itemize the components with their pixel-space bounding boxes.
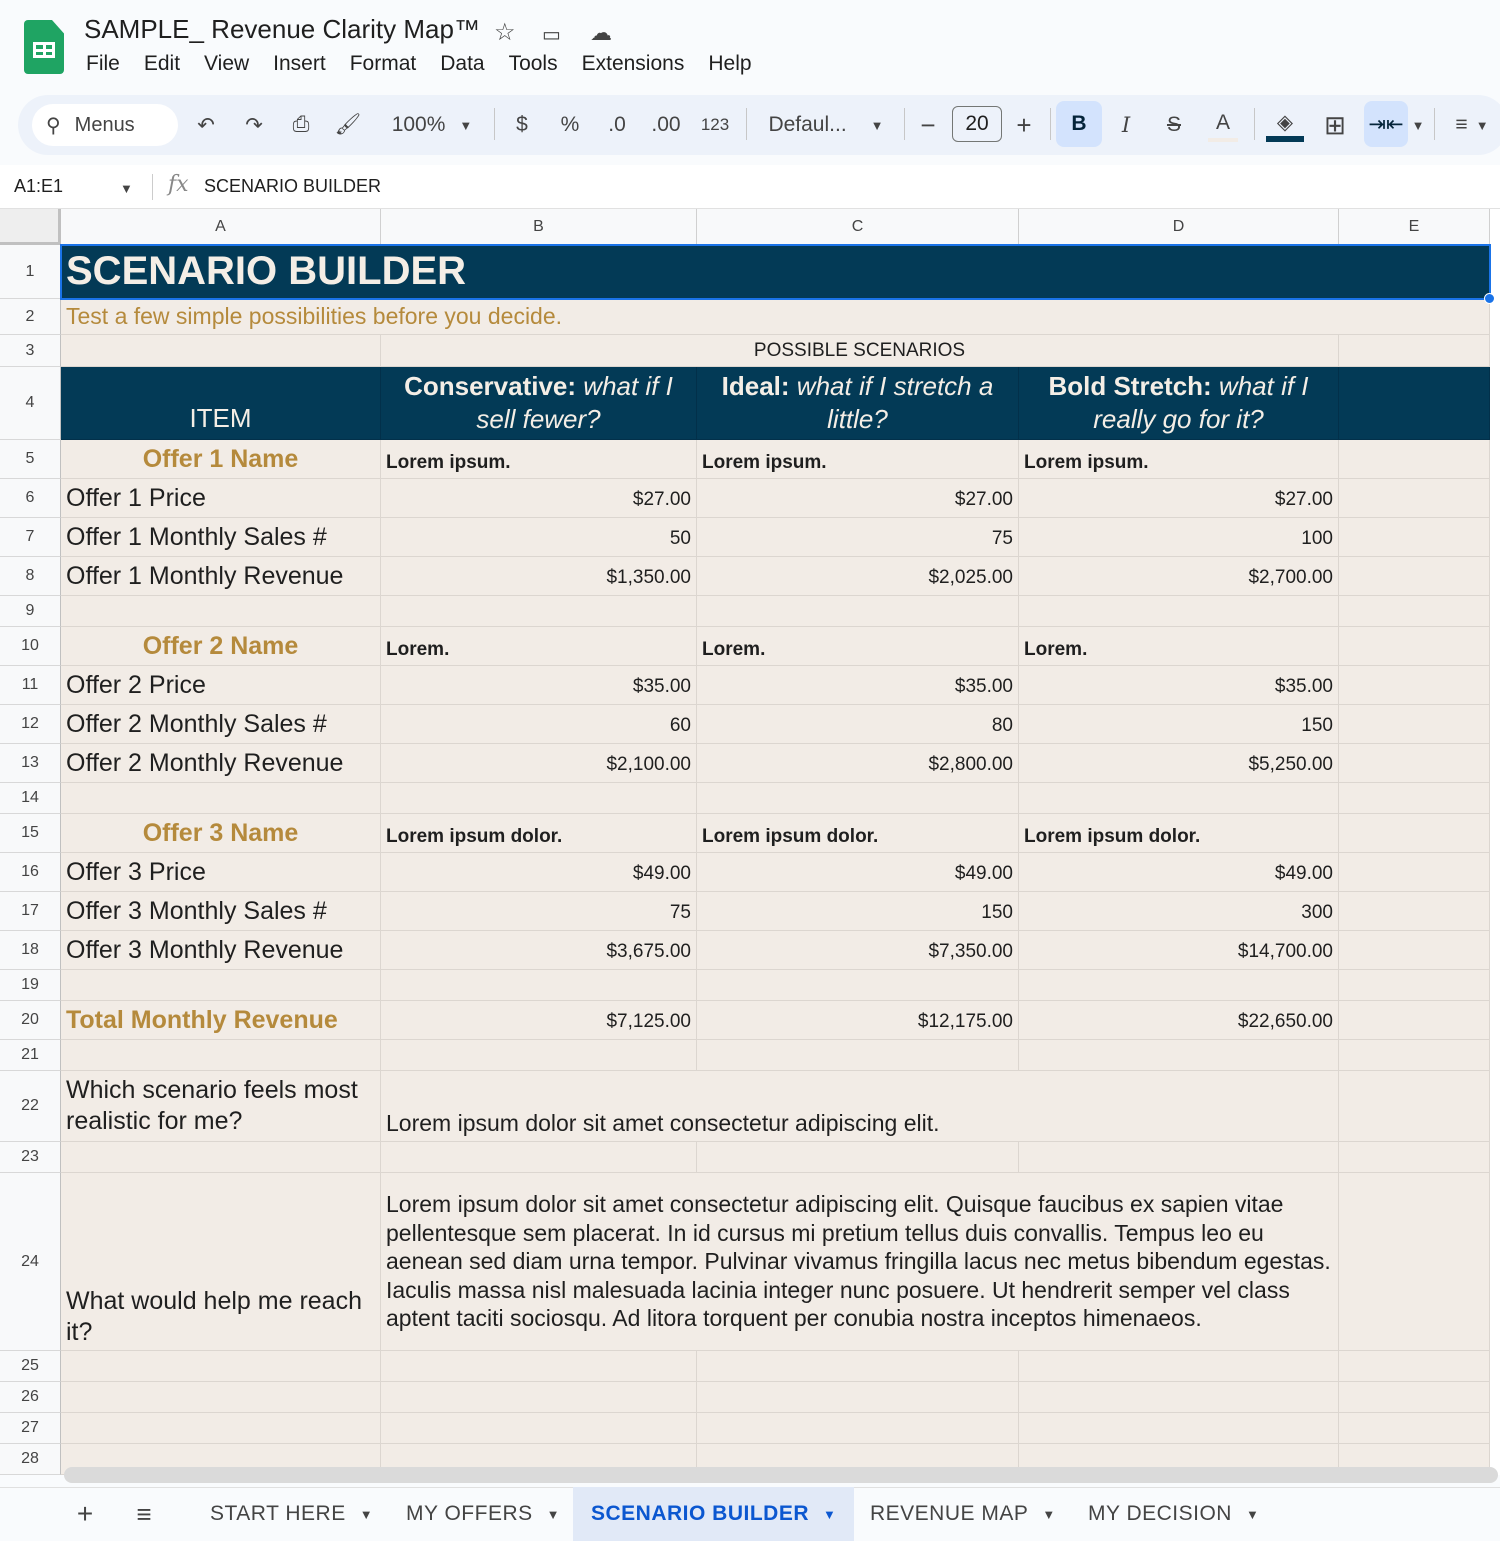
cell[interactable] [1019,1382,1339,1413]
cell[interactable] [381,783,697,814]
value-cell[interactable]: 60 [381,705,697,744]
offer-name-cell[interactable]: Lorem ipsum. [1019,440,1339,479]
merge-cells-icon[interactable]: ⇥⇤ [1364,101,1408,147]
row-label[interactable]: Offer 1 Name [61,440,381,479]
fill-handle[interactable] [1484,293,1495,304]
cell[interactable] [381,970,697,1001]
chevron-down-icon: ▼ [359,1506,374,1522]
scenario-question: what if I really go for it? [1093,371,1309,434]
value-cell[interactable]: $49.00 [697,853,1019,892]
chevron-down-icon[interactable]: ▼ [120,181,133,196]
tab-label: START HERE [210,1502,346,1525]
row-label[interactable]: Offer 3 Price [61,853,381,892]
divider [904,108,905,140]
font-select[interactable] [766,108,886,142]
increase-decimal-button[interactable]: .00 [651,113,681,136]
row-header[interactable]: 28 [0,1444,61,1475]
cloud-saved-icon[interactable]: ☁ [590,20,612,45]
cell[interactable] [381,1413,697,1444]
row-header[interactable]: 26 [0,1382,61,1413]
divider [1254,108,1255,140]
row-label[interactable]: Offer 3 Monthly Sales # [61,892,381,931]
row-header[interactable]: 10 [0,627,61,666]
redo-icon[interactable]: ↷ [245,113,263,137]
cell[interactable] [1339,705,1490,744]
row-header[interactable]: 17 [0,892,61,931]
value-cell[interactable]: 300 [1019,892,1339,931]
offer-name-cell[interactable]: Lorem. [697,627,1019,666]
offer-name-cell[interactable]: Lorem ipsum dolor. [1019,814,1339,853]
value-cell[interactable]: $2,700.00 [1019,557,1339,596]
chevron-down-icon: ▼ [1245,1506,1260,1522]
row-label[interactable]: Offer 3 Monthly Revenue [61,931,381,970]
scenario-question: what if I sell fewer? [476,371,673,434]
row-header[interactable]: 3 [0,335,61,367]
value-cell[interactable]: $49.00 [1019,853,1339,892]
font-size-input[interactable]: 20 [952,106,1002,142]
row-header[interactable]: 24 [0,1173,61,1351]
name-box[interactable]: A1:E1 [14,176,64,196]
value-cell[interactable]: 100 [1019,518,1339,557]
cell[interactable] [1339,892,1490,931]
row-header[interactable]: 12 [0,705,61,744]
borders-icon[interactable]: ⊞ [1324,109,1346,140]
offer-name-cell[interactable]: Lorem ipsum dolor. [381,814,697,853]
cell[interactable] [1339,1413,1490,1444]
column-header-C[interactable]: C [697,209,1019,245]
subtitle-cell[interactable]: Test a few simple possibilities before you decide. [61,299,1490,335]
percent-button[interactable]: % [560,113,580,136]
number-format-button[interactable]: 123 [700,115,730,134]
cell[interactable] [1339,1142,1490,1173]
row-header[interactable]: 16 [0,853,61,892]
cell[interactable] [61,1413,381,1444]
row-header[interactable]: 18 [0,931,61,970]
cell[interactable] [697,1040,1019,1071]
menu-bar [74,52,764,76]
search-label: Menus [74,113,135,136]
divider [494,108,495,140]
undo-icon[interactable]: ↶ [197,113,215,137]
cell[interactable] [1339,440,1490,479]
value-cell[interactable]: $2,100.00 [381,744,697,783]
row-header[interactable]: 11 [0,666,61,705]
value-cell[interactable]: $2,025.00 [697,557,1019,596]
cell[interactable] [1339,479,1490,518]
chevron-down-icon: ▼ [870,117,884,133]
align-select[interactable] [1444,108,1500,142]
menu-view[interactable]: View [204,52,250,75]
move-folder-icon[interactable]: ▭ [542,24,561,46]
row-label[interactable]: Offer 2 Name [61,627,381,666]
cell[interactable] [1019,1413,1339,1444]
value-cell[interactable]: $7,125.00 [381,1001,697,1040]
scenario-header[interactable] [381,367,697,440]
value-cell[interactable]: $12,175.00 [697,1001,1019,1040]
row-header[interactable]: 7 [0,518,61,557]
add-sheet-button[interactable]: + [76,1498,94,1529]
sheet-tab-revenue-map[interactable] [852,1487,1074,1541]
scenario-header-text [1027,370,1330,436]
row-header[interactable]: 19 [0,970,61,1001]
answer-cell[interactable]: Lorem ipsum dolor sit amet consectetur adipiscing elit. Quisque faucibus ex sapien vitae pellentesque sem placerat. In id cursus mi pretium tellus duis convallis. Tempus leo eu aenean sed diam urna tempor. Pulvinar vivamus fringilla lacus nec metus bibendum egestas. Iaculis massa nisl malesuada lacinia integer nunc posuere. Ut hendrerit semper vel class aptent taciti sociosqu. Ad litora torquent per conubia nostra inceptos himenaeos. [381,1173,1339,1351]
chevron-down-icon: ▼ [1042,1506,1056,1522]
menu-extensions[interactable]: Extensions [581,52,685,75]
zoom-select[interactable] [384,108,480,142]
value-cell[interactable]: $1,350.00 [381,557,697,596]
value-cell[interactable]: 75 [381,892,697,931]
zoom-value: 100% [391,113,446,136]
value-cell[interactable]: $27.00 [1019,479,1339,518]
row-header[interactable]: 27 [0,1413,61,1444]
value-cell[interactable]: $49.00 [381,853,697,892]
column-header-A[interactable]: A [61,209,381,245]
cell[interactable] [1019,596,1339,627]
cell[interactable] [1339,1173,1490,1351]
tab-label: SCENARIO BUILDER [591,1502,810,1525]
paint-format-icon[interactable]: 🖌 [334,113,362,136]
spreadsheet-grid[interactable] [0,209,1500,1475]
offer-name-cell[interactable]: Lorem ipsum. [697,440,1019,479]
row-header[interactable]: 8 [0,557,61,596]
strikethrough-icon[interactable]: S [1166,113,1181,136]
cell[interactable] [61,970,381,1001]
offer-name-cell[interactable]: Lorem. [1019,627,1339,666]
cell[interactable] [381,596,697,627]
menu-insert[interactable]: Insert [273,52,326,75]
cell[interactable] [1339,627,1490,666]
select-all-corner[interactable] [0,209,61,245]
cell[interactable] [381,1382,697,1413]
fx-icon: fx [168,172,189,197]
horizontal-scrollbar[interactable] [64,1467,1498,1483]
scenario-question: what if I stretch a little? [789,371,994,434]
row-header[interactable]: 15 [0,814,61,853]
cell[interactable] [1019,1351,1339,1382]
document-title[interactable]: SAMPLE_ Revenue Clarity Map™ [84,14,480,44]
value-cell[interactable]: 150 [697,892,1019,931]
search-menus[interactable] [32,104,178,146]
row-label[interactable]: Offer 2 Monthly Revenue [61,744,381,783]
value-cell[interactable]: $27.00 [697,479,1019,518]
cell[interactable] [1019,783,1339,814]
cell[interactable] [61,1142,381,1173]
cell[interactable] [1019,1040,1339,1071]
currency-button[interactable]: $ [516,113,528,136]
cell[interactable] [1339,666,1490,705]
menu-file[interactable]: File [86,52,120,75]
row-header[interactable]: 1 [0,245,61,299]
row-header[interactable]: 9 [0,596,61,627]
cell[interactable] [1019,1142,1339,1173]
row-label[interactable]: Offer 1 Monthly Sales # [61,518,381,557]
decrease-decimal-button[interactable]: .0 [608,113,626,136]
value-cell[interactable]: $35.00 [1019,666,1339,705]
cell[interactable] [1339,853,1490,892]
value-cell[interactable]: 150 [1019,705,1339,744]
chevron-down-icon: ▼ [1475,117,1489,133]
scenario-name: Ideal: [721,371,790,401]
column-header-B[interactable]: B [381,209,697,245]
cell[interactable] [61,1040,381,1071]
offer-name-cell[interactable]: Lorem ipsum. [381,440,697,479]
value-cell[interactable]: $14,700.00 [1019,931,1339,970]
cell[interactable] [697,1142,1019,1173]
scenario-header-text [705,370,1010,436]
row-header[interactable]: 4 [0,367,61,440]
cell[interactable] [1339,814,1490,853]
cell[interactable] [697,596,1019,627]
print-icon[interactable]: ⎙ [292,113,310,136]
cell[interactable] [1339,1001,1490,1040]
value-cell[interactable]: $2,800.00 [697,744,1019,783]
star-icon[interactable]: ☆ [494,19,516,46]
row-header[interactable]: 2 [0,299,61,335]
cell[interactable] [697,1382,1019,1413]
scenario-header[interactable] [1019,367,1339,440]
divider [152,174,153,200]
scenario-header[interactable] [697,367,1019,440]
sheet-tab-my-offers[interactable] [388,1487,578,1541]
all-sheets-button[interactable]: ≡ [136,1498,152,1529]
row-header[interactable]: 5 [0,440,61,479]
cell[interactable] [1339,1071,1490,1142]
cell[interactable] [1339,931,1490,970]
row-label[interactable]: Offer 2 Monthly Sales # [61,705,381,744]
value-cell[interactable]: 75 [697,518,1019,557]
row-header[interactable]: 6 [0,479,61,518]
menu-data[interactable]: Data [440,52,485,75]
cell[interactable] [381,1351,697,1382]
cell[interactable] [381,1142,697,1173]
scenario-name: Bold Stretch: [1048,371,1212,401]
sheet-tab-my-decision[interactable] [1070,1487,1277,1541]
row-header[interactable]: 21 [0,1040,61,1071]
cell[interactable] [1339,744,1490,783]
cell[interactable] [1339,783,1490,814]
font-size-decrease-button[interactable]: − [920,109,936,140]
value-cell[interactable]: $27.00 [381,479,697,518]
row-header[interactable]: 13 [0,744,61,783]
value-cell[interactable]: $35.00 [697,666,1019,705]
cell[interactable] [1339,367,1490,440]
value-cell[interactable]: 50 [381,518,697,557]
possible-scenarios-header[interactable]: POSSIBLE SCENARIOS [381,335,1339,367]
cell[interactable] [1019,970,1339,1001]
sheet-tab-start-here[interactable] [192,1487,391,1541]
formula-input[interactable]: SCENARIO BUILDER [204,176,382,196]
menu-tools[interactable]: Tools [508,52,558,75]
row-label[interactable]: Offer 2 Price [61,666,381,705]
cell[interactable] [1339,518,1490,557]
menu-help[interactable]: Help [708,52,752,75]
cell[interactable] [1339,557,1490,596]
text-color-button[interactable]: A [1208,108,1238,142]
cell[interactable] [1339,596,1490,627]
sheets-logo[interactable] [24,20,64,74]
chevron-down-icon: ▼ [459,117,473,133]
row-label[interactable]: Offer 1 Monthly Revenue [61,557,381,596]
offer-name-cell[interactable]: Lorem ipsum dolor. [697,814,1019,853]
cell[interactable] [1339,970,1490,1001]
row-label[interactable]: Offer 3 Name [61,814,381,853]
cell[interactable] [1339,335,1490,367]
search-icon: ⚲ [46,114,61,137]
cell[interactable] [1339,1382,1490,1413]
scenario-header-text [389,370,688,436]
row-header[interactable]: 23 [0,1142,61,1173]
divider [1434,108,1435,140]
font-size-increase-button[interactable]: + [1016,109,1032,140]
italic-button[interactable]: I [1121,113,1131,137]
value-cell[interactable]: $7,350.00 [697,931,1019,970]
cell[interactable] [61,335,381,367]
tab-label: MY DECISION [1088,1502,1232,1525]
fill-color-icon[interactable]: ◈ [1266,108,1304,142]
item-header[interactable]: ITEM [61,367,381,440]
cell[interactable] [61,1382,381,1413]
column-header-E[interactable]: E [1339,209,1490,245]
divider [1050,108,1051,140]
row-label[interactable]: Total Monthly Revenue [61,1001,381,1040]
cell[interactable] [61,596,381,627]
cell[interactable] [1339,1351,1490,1382]
chevron-down-icon: ▼ [546,1506,560,1522]
cell[interactable] [61,1351,381,1382]
cell[interactable] [697,1351,1019,1382]
value-cell[interactable]: $5,250.00 [1019,744,1339,783]
chevron-down-icon: ▼ [823,1506,837,1522]
menu-format[interactable]: Format [349,52,417,75]
answer-cell[interactable]: Lorem ipsum dolor sit amet consectetur adipiscing elit. [381,1071,1339,1142]
value-cell[interactable]: $3,675.00 [381,931,697,970]
menu-edit[interactable]: Edit [143,52,181,75]
tab-label: REVENUE MAP [870,1502,1029,1525]
cell[interactable] [61,783,381,814]
cell[interactable] [697,1413,1019,1444]
row-header[interactable]: 14 [0,783,61,814]
bold-button[interactable]: B [1056,101,1102,147]
row-header[interactable]: 20 [0,1001,61,1040]
row-header[interactable]: 25 [0,1351,61,1382]
cell[interactable] [697,783,1019,814]
question-cell[interactable]: What would help me reach it? [61,1173,381,1351]
value-cell[interactable]: $22,650.00 [1019,1001,1339,1040]
merge-dropdown-icon[interactable]: ▼ [1411,117,1425,133]
tab-label: MY OFFERS [406,1502,533,1525]
offer-name-cell[interactable]: Lorem. [381,627,697,666]
divider [746,108,747,140]
value-cell[interactable]: 80 [697,705,1019,744]
question-cell[interactable]: Which scenario feels most realistic for me? [61,1071,381,1142]
row-header[interactable]: 22 [0,1071,61,1142]
scenario-name: Conservative: [404,371,577,401]
row-label[interactable]: Offer 1 Price [61,479,381,518]
cell[interactable] [1339,1040,1490,1071]
sheet-tab-scenario-builder[interactable] [573,1487,854,1541]
font-value: Defaul... [768,113,847,136]
cell[interactable] [697,970,1019,1001]
value-cell[interactable]: $35.00 [381,666,697,705]
sheet-title-cell[interactable]: SCENARIO BUILDER [61,245,1490,299]
cell[interactable] [381,1040,697,1071]
column-header-D[interactable]: D [1019,209,1339,245]
align-left-icon: ≡ [1455,113,1468,136]
